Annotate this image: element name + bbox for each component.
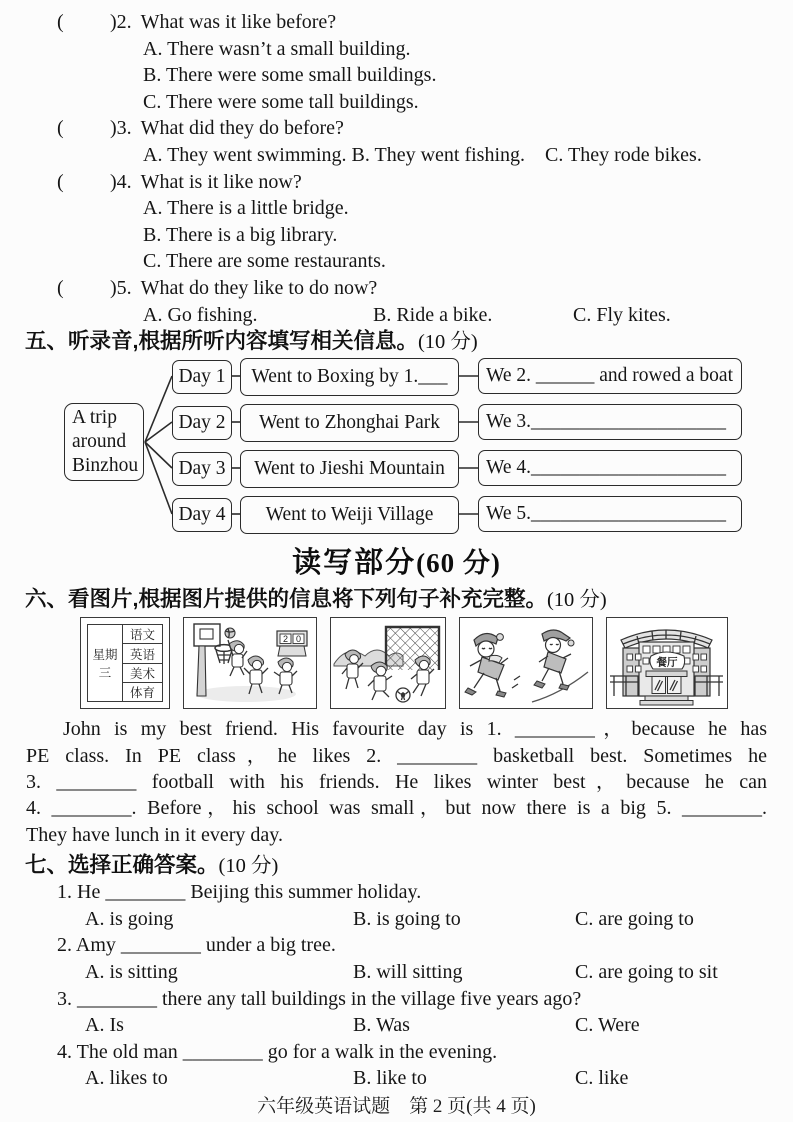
- question-3: 3. ________ there any tall buildings in the village five years ago?: [57, 987, 582, 1010]
- options-row: [0, 959, 793, 986]
- picture-strip: [80, 617, 793, 709]
- option-c: C. There are some restaurants.: [143, 250, 386, 273]
- option-b: B. There were some small buildings.: [143, 64, 437, 87]
- option-a: A. There wasn’t a small building.: [143, 37, 411, 60]
- trip-root-line3: Binzhou: [72, 455, 139, 477]
- day1-we-box: We 2. ______ and rowed a boat: [478, 358, 742, 394]
- schedule-day-cell: 星期三: [88, 625, 123, 702]
- day1-box: Day 1: [172, 360, 232, 394]
- question-number: )5.: [110, 276, 132, 299]
- trip-root-box: [64, 403, 144, 481]
- day2-box: Day 2: [172, 406, 232, 440]
- question-line-4: [0, 169, 793, 196]
- option-a: A. Is: [85, 1014, 124, 1037]
- passage-line: 4. ________. Before，his school was small，but now there is a big 5. ________.: [26, 797, 767, 820]
- question-line-5: [0, 275, 793, 302]
- day3-we-box: We 4.____________________: [478, 450, 742, 486]
- section6-title: 六、看图片,根据图片提供的信息将下列句子补充完整。: [25, 587, 547, 612]
- basketball-image: [183, 617, 317, 709]
- option-a: A. Go fishing.: [143, 303, 258, 326]
- reading-part-score: (60 分): [416, 548, 501, 579]
- section6-heading: [0, 586, 793, 613]
- passage-line: John is my best friend. His favourite day is 1. ________，because he has: [63, 718, 767, 741]
- reading-part-heading: [0, 543, 793, 583]
- option-b: B. Ride a bike.: [373, 303, 493, 326]
- question-2: 2. Amy ________ under a big tree.: [57, 934, 336, 957]
- scoreboard-left-digit: 2: [282, 634, 289, 645]
- restaurant-sign-text: 餐厅: [656, 656, 678, 669]
- passage-line: They have lunch in it every day.: [26, 823, 283, 846]
- options-row: [0, 1012, 793, 1039]
- option-a: A. is sitting: [85, 960, 178, 983]
- answer-bracket: (: [57, 11, 64, 33]
- trip-root-line1: A trip: [72, 407, 117, 429]
- options-row: [0, 906, 793, 933]
- day2-went-box: Went to Zhonghai Park: [240, 404, 459, 442]
- options-inline: A. They went swimming. B. They went fishing. C. They rode bikes.: [143, 143, 702, 166]
- passage-line: PE class. In PE class，he likes 2. ________ basketball best. Sometimes he: [26, 744, 767, 767]
- option-b: B. like to: [353, 1067, 427, 1090]
- option-a: A. There is a little bridge.: [143, 197, 349, 220]
- reading-part-title: 读写部分: [292, 547, 417, 580]
- day2-we-box: We 3.____________________: [478, 404, 742, 440]
- page-footer: 六年级英语试题 第 2 页(共 4 页): [257, 1095, 536, 1117]
- day4-we-box: We 5.____________________: [478, 496, 742, 532]
- option-c: C. Were: [575, 1014, 640, 1037]
- schedule-subject-cell: 体育: [123, 682, 163, 701]
- question-text: What was it like before?: [140, 11, 337, 33]
- choose-answer-section: [0, 852, 793, 1092]
- day3-box: Day 3: [172, 452, 232, 486]
- section7-title: 七、选择正确答案。: [25, 853, 219, 878]
- day1-went-box: Went to Boxing by 1.___: [240, 358, 459, 396]
- option-c: C. Fly kites.: [573, 303, 671, 326]
- scoreboard-right-digit: 0: [295, 634, 302, 645]
- option-c: C. There were some tall buildings.: [143, 90, 419, 113]
- question-4: 4. The old man ________ go for a walk in the evening.: [57, 1040, 498, 1063]
- question-number: )2.: [110, 11, 132, 33]
- option-b: B. will sitting: [353, 960, 463, 983]
- option-c: C. are going to: [575, 907, 694, 930]
- answer-bracket: (: [57, 117, 64, 140]
- section7-score: (10 分): [218, 855, 279, 878]
- question-1: 1. He ________ Beijing this summer holiday.: [57, 881, 422, 904]
- question-number: )3.: [110, 117, 132, 140]
- section5-heading: [0, 328, 793, 355]
- schedule-subject-cell: 英语: [123, 644, 163, 663]
- options-row: [0, 1065, 793, 1092]
- day4-went-box: Went to Weiji Village: [240, 496, 459, 534]
- option-b: B. Was: [353, 1014, 410, 1037]
- football-image: [330, 617, 446, 709]
- answer-bracket: (: [57, 276, 64, 299]
- question-text: What do they like to do now?: [140, 276, 378, 299]
- restaurant-image: [606, 617, 728, 709]
- option-c: C. are going to sit: [575, 960, 718, 983]
- listening-mc-section: [0, 0, 793, 328]
- day3-went-box: Went to Jieshi Mountain: [240, 450, 459, 488]
- day4-box: Day 4: [172, 498, 232, 532]
- schedule-table: [87, 624, 163, 702]
- question-number: )4.: [110, 170, 132, 193]
- answer-bracket: (: [57, 170, 64, 193]
- schedule-subject-cell: 美术: [123, 663, 163, 682]
- trip-root-line2: around: [72, 431, 127, 453]
- question-text: What is it like now?: [140, 170, 302, 193]
- section5-title: 五、听录音,根据所听内容填写相关信息。: [25, 329, 418, 354]
- question-line-3: [0, 115, 793, 142]
- trip-diagram: [0, 357, 793, 541]
- reading-passage: [26, 716, 767, 848]
- passage-line: 3. ________ football with his friends. He likes winter best，because he can: [26, 770, 767, 793]
- question-text: What did they do before?: [140, 117, 344, 140]
- option-a: A. is going: [85, 907, 174, 930]
- section5-score: (10 分): [417, 331, 478, 354]
- schedule-image: [80, 617, 170, 709]
- section6-score: (10 分): [546, 589, 607, 612]
- option-b: B. There is a big library.: [143, 223, 338, 246]
- section7-heading: [0, 852, 793, 879]
- question-line-2: [0, 9, 793, 36]
- option-c: C. like: [575, 1067, 629, 1090]
- skating-image: [459, 617, 593, 709]
- option-a: A. likes to: [85, 1067, 168, 1090]
- option-b: B. is going to: [353, 907, 461, 930]
- schedule-subject-cell: 语文: [123, 625, 163, 644]
- options-row: [0, 302, 793, 329]
